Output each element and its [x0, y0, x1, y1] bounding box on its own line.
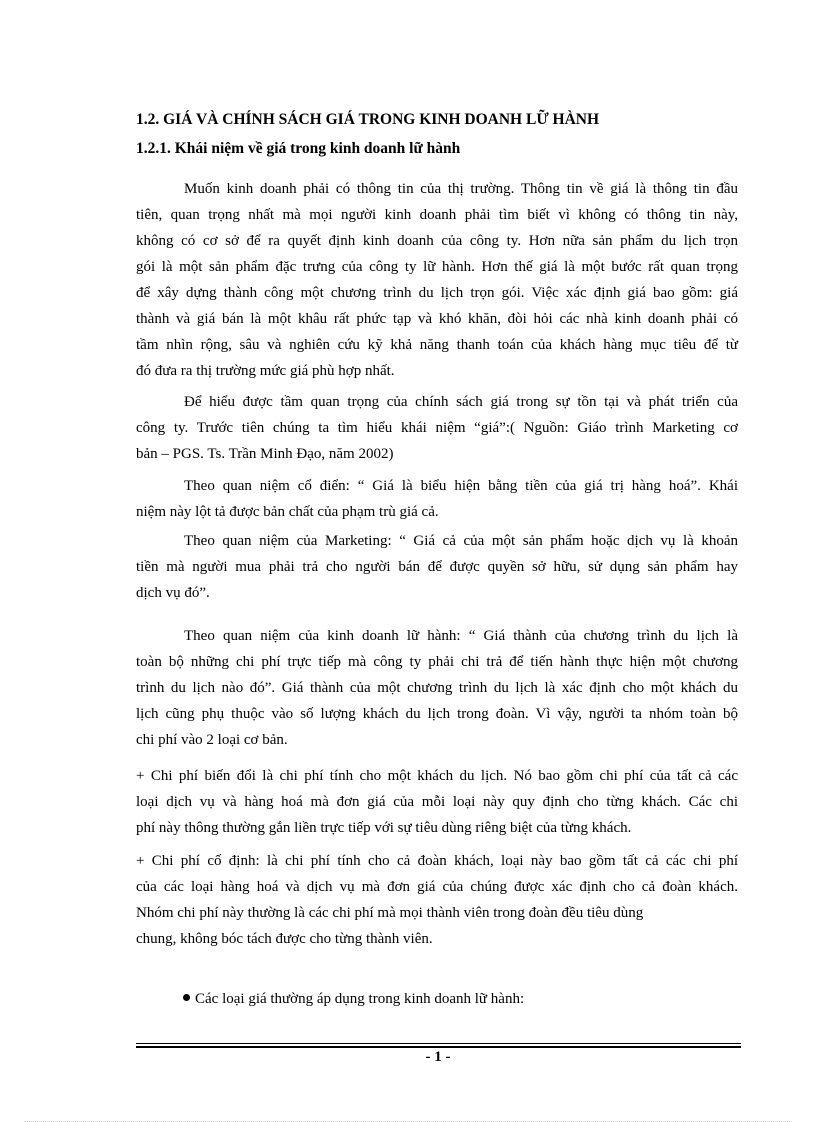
paragraph-line: đó đưa ra thị trường mức giá phù hợp nhất. — [136, 363, 395, 379]
paragraph-line: toàn bộ những chi phí trực tiếp mà công ty phải chi trả để tiến hành thực hiện một chương — [136, 654, 738, 670]
footer-rule-thin — [136, 1043, 741, 1044]
bullet-text: Các loại giá thường áp dụng trong kinh doanh lữ hành: — [195, 991, 525, 1007]
paragraph-line: + Chi phí cố định: là chi phí tính cho cả đoàn khách, loại này bao gồm tất cả các chi phí — [136, 853, 738, 869]
paragraph-line: dịch vụ đó”. — [136, 585, 210, 601]
section-heading: 1.2. GIÁ VÀ CHÍNH SÁCH GIÁ TRONG KINH DOANH LỮ HÀNH — [136, 111, 600, 128]
paragraph-3 — [136, 473, 738, 525]
paragraph-line: thành và giá bán là một khâu rất phức tạp và khó khăn, đòi hỏi các nhà kinh doanh phải có — [136, 311, 738, 327]
paragraph-line: phí này thông thường gắn liền trực tiếp với sự tiêu dùng riêng biệt của từng khách. — [136, 820, 632, 836]
paragraph-line: không có cơ sở để ra quyết định kinh doanh của công ty. Hơn nữa sản phẩm du lịch trọn — [136, 233, 738, 249]
subsection-heading: 1.2.1. Khái niệm về giá trong kinh doanh lữ hành — [136, 140, 461, 157]
bullet-item — [183, 986, 524, 1012]
paragraph-line: của các loại hàng hoá và dịch vụ mà đơn giá của chúng được xác định cho cả đoàn khách. — [136, 879, 738, 895]
paragraph-line: để xây dựng thành công một chương trình du lịch trọn gói. Việc xác định giá bao gồm: giá — [136, 285, 738, 301]
paragraph-line: Theo quan niệm của Marketing: “ Giá cả của một sản phẩm hoặc dịch vụ là khoản — [184, 533, 738, 549]
page-number: - 1 - — [425, 1049, 451, 1065]
paragraph-line: công ty. Trước tiên chúng ta tìm hiểu khái niệm “giá”:( Nguồn: Giáo trình Marketing cơ — [136, 420, 738, 436]
paragraph-line: chung, không bóc tách được cho từng thành viên. — [136, 931, 433, 947]
paragraph-5 — [136, 623, 738, 753]
paragraph-line: Theo quan niệm cổ điển: “ Giá là biểu hiện bằng tiền của giá trị hàng hoá”. Khái — [184, 478, 738, 494]
paragraph-1 — [136, 176, 738, 384]
paragraph-line: chi phí vào 2 loại cơ bản. — [136, 732, 288, 748]
paragraph-line: tiền mà người mua phải trả cho người bán để được quyền sở hữu, sử dụng sản phẩm hay — [136, 559, 738, 575]
paragraph-line: gói là một sản phẩm đặc trưng của công ty lữ hành. Hơn thế giá là một bước rất quan trọng — [136, 259, 738, 275]
paragraph-line: tiên, quan trọng nhất mà mọi người kinh doanh phải tìm biết vì không có thông tin này, — [136, 207, 738, 223]
paragraph-line: lịch cũng phụ thuộc vào số lượng khách du lịch trong đoàn. Vì vậy, người ta nhóm toàn bộ — [136, 706, 738, 722]
page-break-line — [24, 1121, 792, 1122]
paragraph-line: bản – PGS. Ts. Trần Minh Đạo, năm 2002) — [136, 446, 394, 462]
paragraph-4 — [136, 528, 738, 606]
bullet-dot-icon — [183, 994, 190, 1001]
paragraph-line: Theo quan niệm của kinh doanh lữ hành: “ Giá thành của chương trình du lịch là — [184, 628, 738, 644]
paragraph-line: tầm nhìn rộng, sâu và nghiên cứu kỹ khả năng thanh toán của khách hàng mục tiêu để từ — [136, 337, 738, 353]
paragraph-7 — [136, 848, 738, 952]
paragraph-line: Nhóm chi phí này thường là các chi phí mà mọi thành viên trong đoàn đều tiêu dùng — [136, 905, 644, 921]
paragraph-line: + Chi phí biến đổi là chi phí tính cho một khách du lịch. Nó bao gồm chi phí của tất cả các — [136, 768, 738, 784]
footer-rule-thick — [136, 1046, 741, 1048]
paragraph-line: niệm này lột tả được bản chất của phạm trù giá cả. — [136, 504, 439, 520]
paragraph-line: Muốn kinh doanh phải có thông tin của thị trường. Thông tin về giá là thông tin đầu — [184, 181, 738, 197]
paragraph-line: loại dịch vụ và hàng hoá mà đơn giá của mỗi loại này quy định cho từng khách. Các chi — [136, 794, 738, 810]
paragraph-line: Để hiểu được tầm quan trọng của chính sách giá trong sự tồn tại và phát triển của — [184, 394, 738, 410]
paragraph-2 — [136, 389, 738, 467]
paragraph-6 — [136, 763, 738, 841]
paragraph-line: trình du lịch nào đó”. Giá thành của một chương trình du lịch là xác định cho một khách du — [136, 680, 738, 696]
